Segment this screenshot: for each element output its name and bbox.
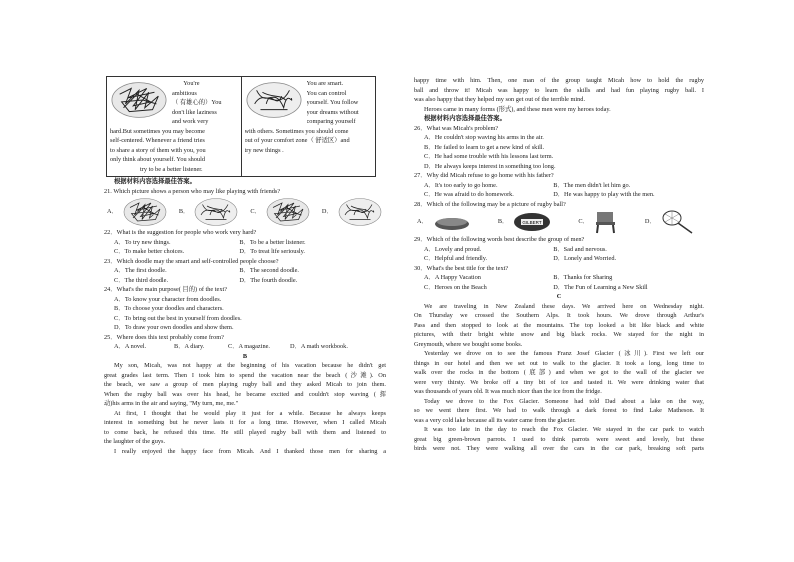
frisbee-icon	[432, 212, 472, 232]
q25-stem: 25．Where does this text probably come from?	[104, 333, 224, 341]
right-column	[414, 76, 704, 454]
q27-row1	[414, 181, 704, 191]
q23-option-b[interactable]: B．The second doodle.	[239, 267, 299, 274]
q25-option-c[interactable]: C．A magazine.	[228, 343, 270, 350]
cell-line: yourself. You follow	[306, 99, 359, 106]
q30-option-a[interactable]: A．A Happy Vacation	[424, 274, 481, 281]
q30-row1	[414, 273, 704, 283]
q22-row2	[104, 247, 386, 257]
cell-line: You are smart.	[306, 80, 344, 87]
q26-option-b[interactable]: B．He failed to learn to get a new kind of skill.	[424, 143, 545, 151]
q30-option-b[interactable]: B．Thanks for Sharing	[553, 274, 613, 281]
cell-line: You're	[183, 80, 200, 87]
doodle-cell-ambitious	[107, 77, 242, 177]
ball-label: GILBERT	[522, 220, 542, 225]
doodle-cell-smart	[241, 77, 376, 177]
instruction-2: 根据材料内容选择最佳答案。	[424, 115, 506, 122]
q27-option-c[interactable]: C．He was afraid to do homework.	[424, 191, 514, 198]
q23-option-d[interactable]: D．The fourth doodle.	[239, 276, 298, 284]
q27-option-d[interactable]: D．He was happy to play with the men.	[553, 191, 655, 198]
q30-option-d[interactable]: D．The Fun of Learning a New Skill	[553, 283, 648, 291]
q21-option-c[interactable]	[250, 197, 312, 227]
passage-c-line: It was too late in the day to reach the Fox Glacier. We stayed in the car park to watch	[424, 426, 704, 433]
cell-line: only think about yourself. You should	[110, 156, 205, 163]
q28-option-b[interactable]	[498, 211, 553, 233]
passage-b-cont-line: was also happy that they helped my son get out of the terrible mind.	[414, 96, 586, 103]
q21-option-b[interactable]	[179, 197, 241, 227]
passage-c-line: On Thursday we crossed the Southern Alps. It took hours. We drove through Arthur's	[414, 312, 704, 319]
passage-c-line: great big green-brown parrots. I used to think parrots were sweet and lovely, but these	[414, 435, 704, 443]
q27-option-a[interactable]: A．It's too early to go home.	[424, 181, 498, 189]
q27-stem: 27．Why did Micah refuse to go home with his father?	[414, 172, 554, 179]
passage-b-line: the beach, we saw a group of men playing rugby ball and they asked Micah to join them.	[104, 381, 386, 388]
doodle-option-icon	[336, 197, 384, 227]
q21-option-d[interactable]	[322, 197, 384, 227]
q23-stem: 23．Which doodle may the smart and self-controlled people choose?	[104, 257, 279, 265]
q24-stem: 24．What's the main purpose( 目的) of the text?	[104, 286, 228, 293]
rugby-ball-icon	[512, 211, 552, 233]
q25-option-d[interactable]: D．A math workbook.	[290, 343, 348, 350]
passage-c-line: pictures, with their bright white snow and big black rocks. We stayed for the night in	[414, 331, 704, 338]
q22-option-d[interactable]: D．To treat life seriously.	[239, 248, 305, 255]
cell-line: try new things .	[244, 146, 284, 154]
q29-option-d[interactable]: D．Lonely and Worried.	[553, 255, 617, 262]
q25-option-a[interactable]: A．A novel.	[114, 343, 147, 350]
cell-line: with others. Sometimes you should come	[244, 127, 349, 135]
q27-row2	[414, 190, 704, 200]
q22-stem: 22．What is the suggestion for people who work very hard?	[104, 229, 257, 236]
passage-c-title: C	[556, 293, 562, 300]
q30-row2	[414, 283, 704, 293]
passage-b-cont-line: happy time with him. Then, one man of the group taught Micah how to hold the rugby	[414, 77, 704, 84]
q26-stem: 26．What was Micah's problem?	[414, 124, 499, 132]
q29-row1	[414, 245, 704, 255]
passage-c-line: so we went there first. We had to walk through a dark forest to find Lake Matheson. It	[414, 407, 704, 414]
cell-line: ambitious	[172, 89, 197, 97]
doodle-option-icon	[264, 197, 312, 227]
q21-option-a[interactable]	[107, 197, 169, 227]
cell-line: （ 有雄心的）You	[172, 99, 222, 106]
q28-stem: 28．Which of the following may be a picture of rugby ball?	[414, 200, 566, 208]
q21-options	[104, 196, 386, 228]
passage-c-line: was thousands of years old. It was much nicer than the ice from the fridge.	[414, 388, 602, 395]
q30-option-c[interactable]: C．Heroes on the Beach	[424, 283, 487, 291]
passage-b-line: to come back, he refused this time. He still played rugby ball with them and listened to	[104, 428, 386, 436]
passage-c-line: things in our hotel and then we set out to walk to the glacier. It took a long, long time to	[414, 359, 704, 367]
q28-option-c[interactable]	[578, 210, 619, 234]
option-letter: D．	[644, 218, 656, 226]
q26-option-c[interactable]: C．He had some trouble with his lessons last term.	[424, 153, 554, 160]
q24-option-d[interactable]: D．To draw your own doodles and show them.	[114, 324, 234, 331]
q29-option-c[interactable]: C．Helpful and friendly.	[424, 255, 488, 262]
passage-c-line: birds were not. They were walking all over the cars in the car park, breaking soft parts	[414, 445, 704, 452]
passage-b-line: interest in something but he never lasts it for a long time. However, when I called Micah	[104, 419, 386, 426]
chair-icon	[593, 210, 619, 234]
net-icon	[660, 209, 694, 235]
passage-c-line: were very thirsty. We broke off a tiny bit of ice and tasted it. We were drinking water that	[414, 378, 704, 386]
passage-c-line: Pass and then stopped to look at the mountains. The top looked a bit like black and white	[414, 321, 704, 329]
q21-stem: 21. Which picture shows a person who may like playing with friends?	[104, 187, 281, 195]
option-letter: D．	[321, 208, 333, 216]
q22-option-a[interactable]: A．To try new things.	[114, 238, 171, 246]
doodle-option-icon	[192, 197, 240, 227]
q25-options	[104, 342, 386, 352]
passage-b-line: My son, Micah, was not happy at the beginning of his vacation because he didn't get	[114, 362, 386, 369]
passage-b-cont-line: Heroes came in many forms (形式), and these men were my heroes today.	[424, 105, 611, 113]
q28-options	[414, 209, 704, 235]
q28-option-d[interactable]	[645, 209, 694, 235]
q29-option-b[interactable]: B．Sad and nervous.	[553, 245, 607, 253]
doodle-image-1	[110, 80, 168, 120]
doodle-image-2	[245, 80, 303, 120]
option-letter: C．	[250, 208, 261, 216]
cell-line: try to be a better listener.	[140, 165, 203, 173]
cell-line: self-centered. Whenever a friend tries	[110, 137, 205, 144]
passage-c-line: Greymouth, where we bought some books.	[414, 340, 523, 348]
passage-c-line: Yesterday we drove on to see the famous Franz Josef Glacier (冰川). First we left our	[424, 350, 704, 357]
passage-c-line: walk over the rocks in the bottom (底部) and when we got to the wall of the glacier we	[414, 369, 704, 376]
cell-line: comparing yourself	[306, 118, 356, 125]
q23-option-a[interactable]: A．The first doodle.	[114, 267, 167, 274]
instruction-1: 根据材料内容选择最佳答案。	[114, 178, 196, 185]
option-letter: A．	[417, 218, 428, 226]
q29-option-a[interactable]: A．Lovely and proud.	[424, 245, 482, 253]
q24-option-a[interactable]: A．To know your character from doodles.	[114, 295, 222, 303]
passage-c-line: We are traveling in New Zealand these days. We arrived here on Wednesday night.	[424, 302, 704, 310]
q28-option-a[interactable]	[417, 212, 472, 232]
q30-stem: 30．What's the best title for the text?	[414, 264, 509, 272]
q26-option-d[interactable]: D．He always keeps interest in something too long.	[424, 162, 556, 170]
q22-option-b[interactable]: B．To be a better listener.	[239, 238, 306, 246]
doodle-option-icon	[121, 197, 169, 227]
passage-b-line: At first, I thought that he would play it just for a while. Because he always keeps	[114, 409, 386, 417]
q23-option-c[interactable]: C．The third doodle.	[114, 276, 169, 284]
passage-b-cont-line: ball and throw it! Micah was happy to learn the skills and had fun playing rugby ball. I	[414, 86, 704, 94]
passage-b-title: B	[242, 352, 248, 360]
q29-row2	[414, 254, 704, 264]
passage-b-line: the laughter of the guys.	[104, 438, 166, 445]
left-column	[104, 76, 386, 456]
option-letter: B．	[178, 208, 190, 216]
q27-option-b[interactable]: B．The men didn't let him go.	[553, 181, 631, 189]
cell-line: don't like laziness	[172, 108, 217, 116]
cell-line: your dreams without	[306, 108, 359, 116]
doodle-intro-table	[106, 76, 376, 177]
passage-b-line: great grades last term. Then I took him to spend the vacation near the beach (沙滩). On	[104, 371, 386, 379]
passage-b-line: I really enjoyed the happy face from Micah. And I thanked those men for sharing a	[114, 447, 386, 455]
q25-option-b[interactable]: B．A diary.	[174, 343, 205, 350]
q26-option-a[interactable]: A．He couldn't stop waving his arms in the air.	[424, 134, 544, 141]
option-letter: A．	[107, 208, 118, 216]
cell-line: to share a story of them with you, you	[110, 146, 206, 154]
q22-row1	[104, 238, 386, 248]
passage-b-line: When the rugby ball was over his head, he became excited and couldn't stop waving (挥	[104, 390, 386, 398]
cell-line: You can control	[306, 89, 347, 97]
cell-line: and work very	[172, 118, 209, 125]
option-letter: B．	[497, 218, 509, 226]
cell-line: out of your comfort zone（ 舒适区）and	[244, 137, 350, 144]
passage-c-line: was a very cold lake because all its water came from the glacier.	[414, 416, 576, 424]
passage-b-line: 动)his arms in the air and saying, "My turn, me, me."	[104, 400, 239, 407]
cell-line: hard.But sometimes you may become	[110, 127, 205, 135]
option-letter: C．	[578, 218, 589, 226]
q23-row2	[104, 276, 386, 286]
q22-option-c[interactable]: C．To make better choices.	[114, 248, 185, 255]
q24-option-c[interactable]: C．To bring out the best in yourself from doodles.	[114, 314, 242, 322]
q23-row1	[104, 266, 386, 276]
q29-stem: 29．Which of the following words best describe the group of men?	[414, 236, 585, 243]
passage-c-line: Today we drove to the Fox Glacier. Someone had told Dad about a lake on the way,	[424, 397, 704, 405]
q24-option-b[interactable]: B．To choose your doodles and characters.	[114, 305, 224, 312]
